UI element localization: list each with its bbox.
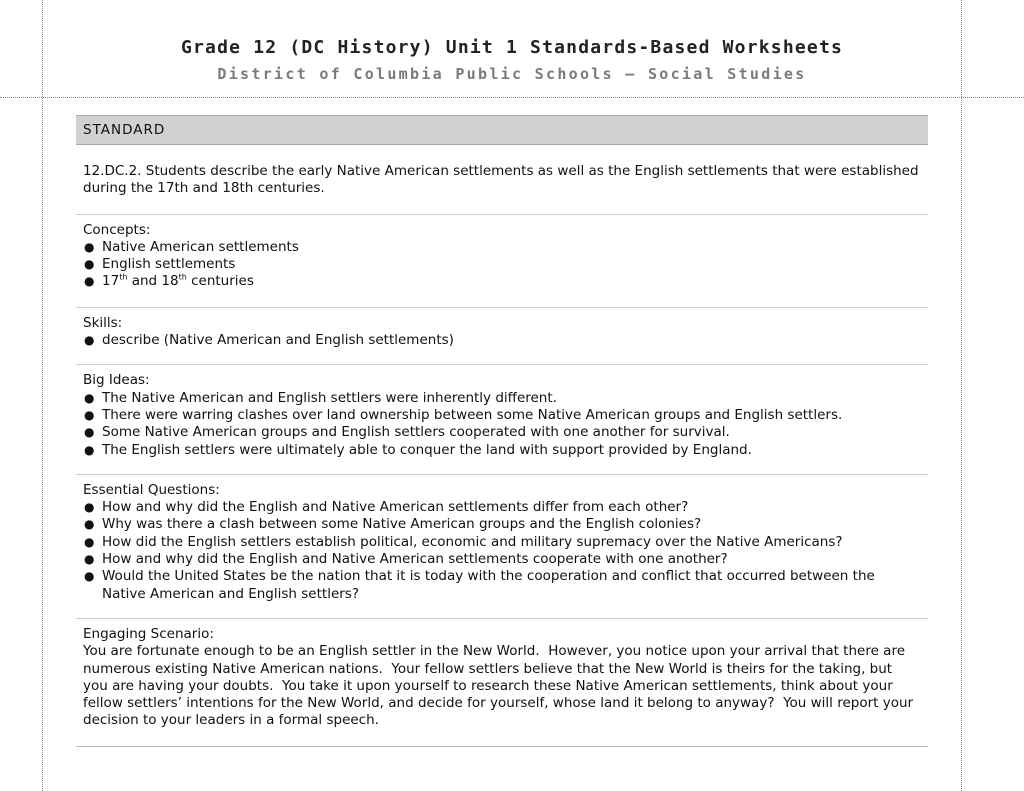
bullet-icon: ● xyxy=(84,500,95,515)
bullet-icon: ● xyxy=(84,534,95,549)
standard-text: 12.DC.2. Students describe the early Native American settlements as well as the English settlements that were established during the 17th and 18th centuries. xyxy=(76,145,928,215)
list-item xyxy=(83,273,920,290)
bullet-icon: ● xyxy=(84,390,95,405)
page-subtitle: District of Columbia Public Schools — Social Studies xyxy=(217,65,807,83)
bullet-icon: ● xyxy=(84,333,95,348)
page-header xyxy=(0,35,1024,87)
big-ideas-list xyxy=(83,390,920,459)
bullet-icon: ● xyxy=(84,257,95,272)
list-item: ● Would the United States be the nation that it is today with the cooperation and conflict that occurred between the Native American and English settlers? xyxy=(84,568,875,602)
list-item: ● Native American settlements xyxy=(84,238,299,255)
header-divider-guide xyxy=(0,97,1024,98)
list-item: ● English settlements xyxy=(84,256,236,273)
concepts-label: Concepts: xyxy=(83,221,151,238)
bullet-icon: ● xyxy=(84,442,95,457)
list-item: ● The English settlers were ultimately able to conquer the land with support provided by England. xyxy=(84,441,752,458)
concepts-list xyxy=(83,239,920,291)
skills-section xyxy=(76,308,928,366)
standard-header: STANDARD xyxy=(76,115,928,145)
bullet-icon: ● xyxy=(84,425,95,440)
essential-questions-list xyxy=(83,499,920,603)
list-item: ● How and why did the English and Native American settlements differ from each other? xyxy=(84,499,689,516)
big-ideas-label: Big Ideas: xyxy=(83,372,150,389)
right-margin-guide xyxy=(961,0,962,791)
concepts-section xyxy=(76,215,928,308)
bullet-icon: ● xyxy=(84,552,95,567)
engaging-scenario-section xyxy=(76,619,928,746)
standards-table xyxy=(76,115,928,747)
skills-list xyxy=(83,332,920,349)
list-item: ● How and why did the English and Native American settlements cooperate with one another? xyxy=(84,551,728,568)
essential-questions-label: Essential Questions: xyxy=(83,481,220,498)
left-margin-guide xyxy=(42,0,43,791)
bullet-icon: ● xyxy=(84,239,95,254)
list-item: ● There were warring clashes over land ownership between some Native American groups and English settlers. xyxy=(84,406,843,423)
list-item: ● Why was there a clash between some Native American groups and the English colonies? xyxy=(84,516,702,533)
list-item: ● Some Native American groups and English settlers cooperated with one another for survival. xyxy=(84,424,730,441)
list-item: ● How did the English settlers establish political, economic and military supremacy over the Native Americans? xyxy=(84,533,843,550)
engaging-scenario-text: You are fortunate enough to be an English settler in the New World. However, you notice upon your arrival that there are numerous existing Native American nations. Your fellow settlers believe that the New World is theirs for the taking, but you are having your doubts. You take it upon yourself to research these Native American settlements, think about your fellow settlers’ intentions for the New World, and decide for yourself, whose land it belong to anyway? You will report your decision to your leaders in a formal speech. xyxy=(83,643,914,729)
bullet-icon: ● xyxy=(84,407,95,422)
big-ideas-section xyxy=(76,365,928,474)
bullet-icon: ● xyxy=(84,569,95,584)
engaging-scenario-label: Engaging Scenario: xyxy=(83,625,214,642)
skills-label: Skills: xyxy=(83,314,123,331)
list-item: ● describe (Native American and English settlements) xyxy=(84,332,454,349)
bullet-icon: ● xyxy=(84,274,95,289)
essential-questions-section xyxy=(76,475,928,619)
bullet-icon: ● xyxy=(84,517,95,532)
page-title: Grade 12 (DC History) Unit 1 Standards-Based Worksheets xyxy=(180,37,844,58)
list-item: ● The Native American and English settlers were inherently different. xyxy=(84,389,557,406)
centuries-text: 17th and 18th centuries xyxy=(102,272,254,290)
